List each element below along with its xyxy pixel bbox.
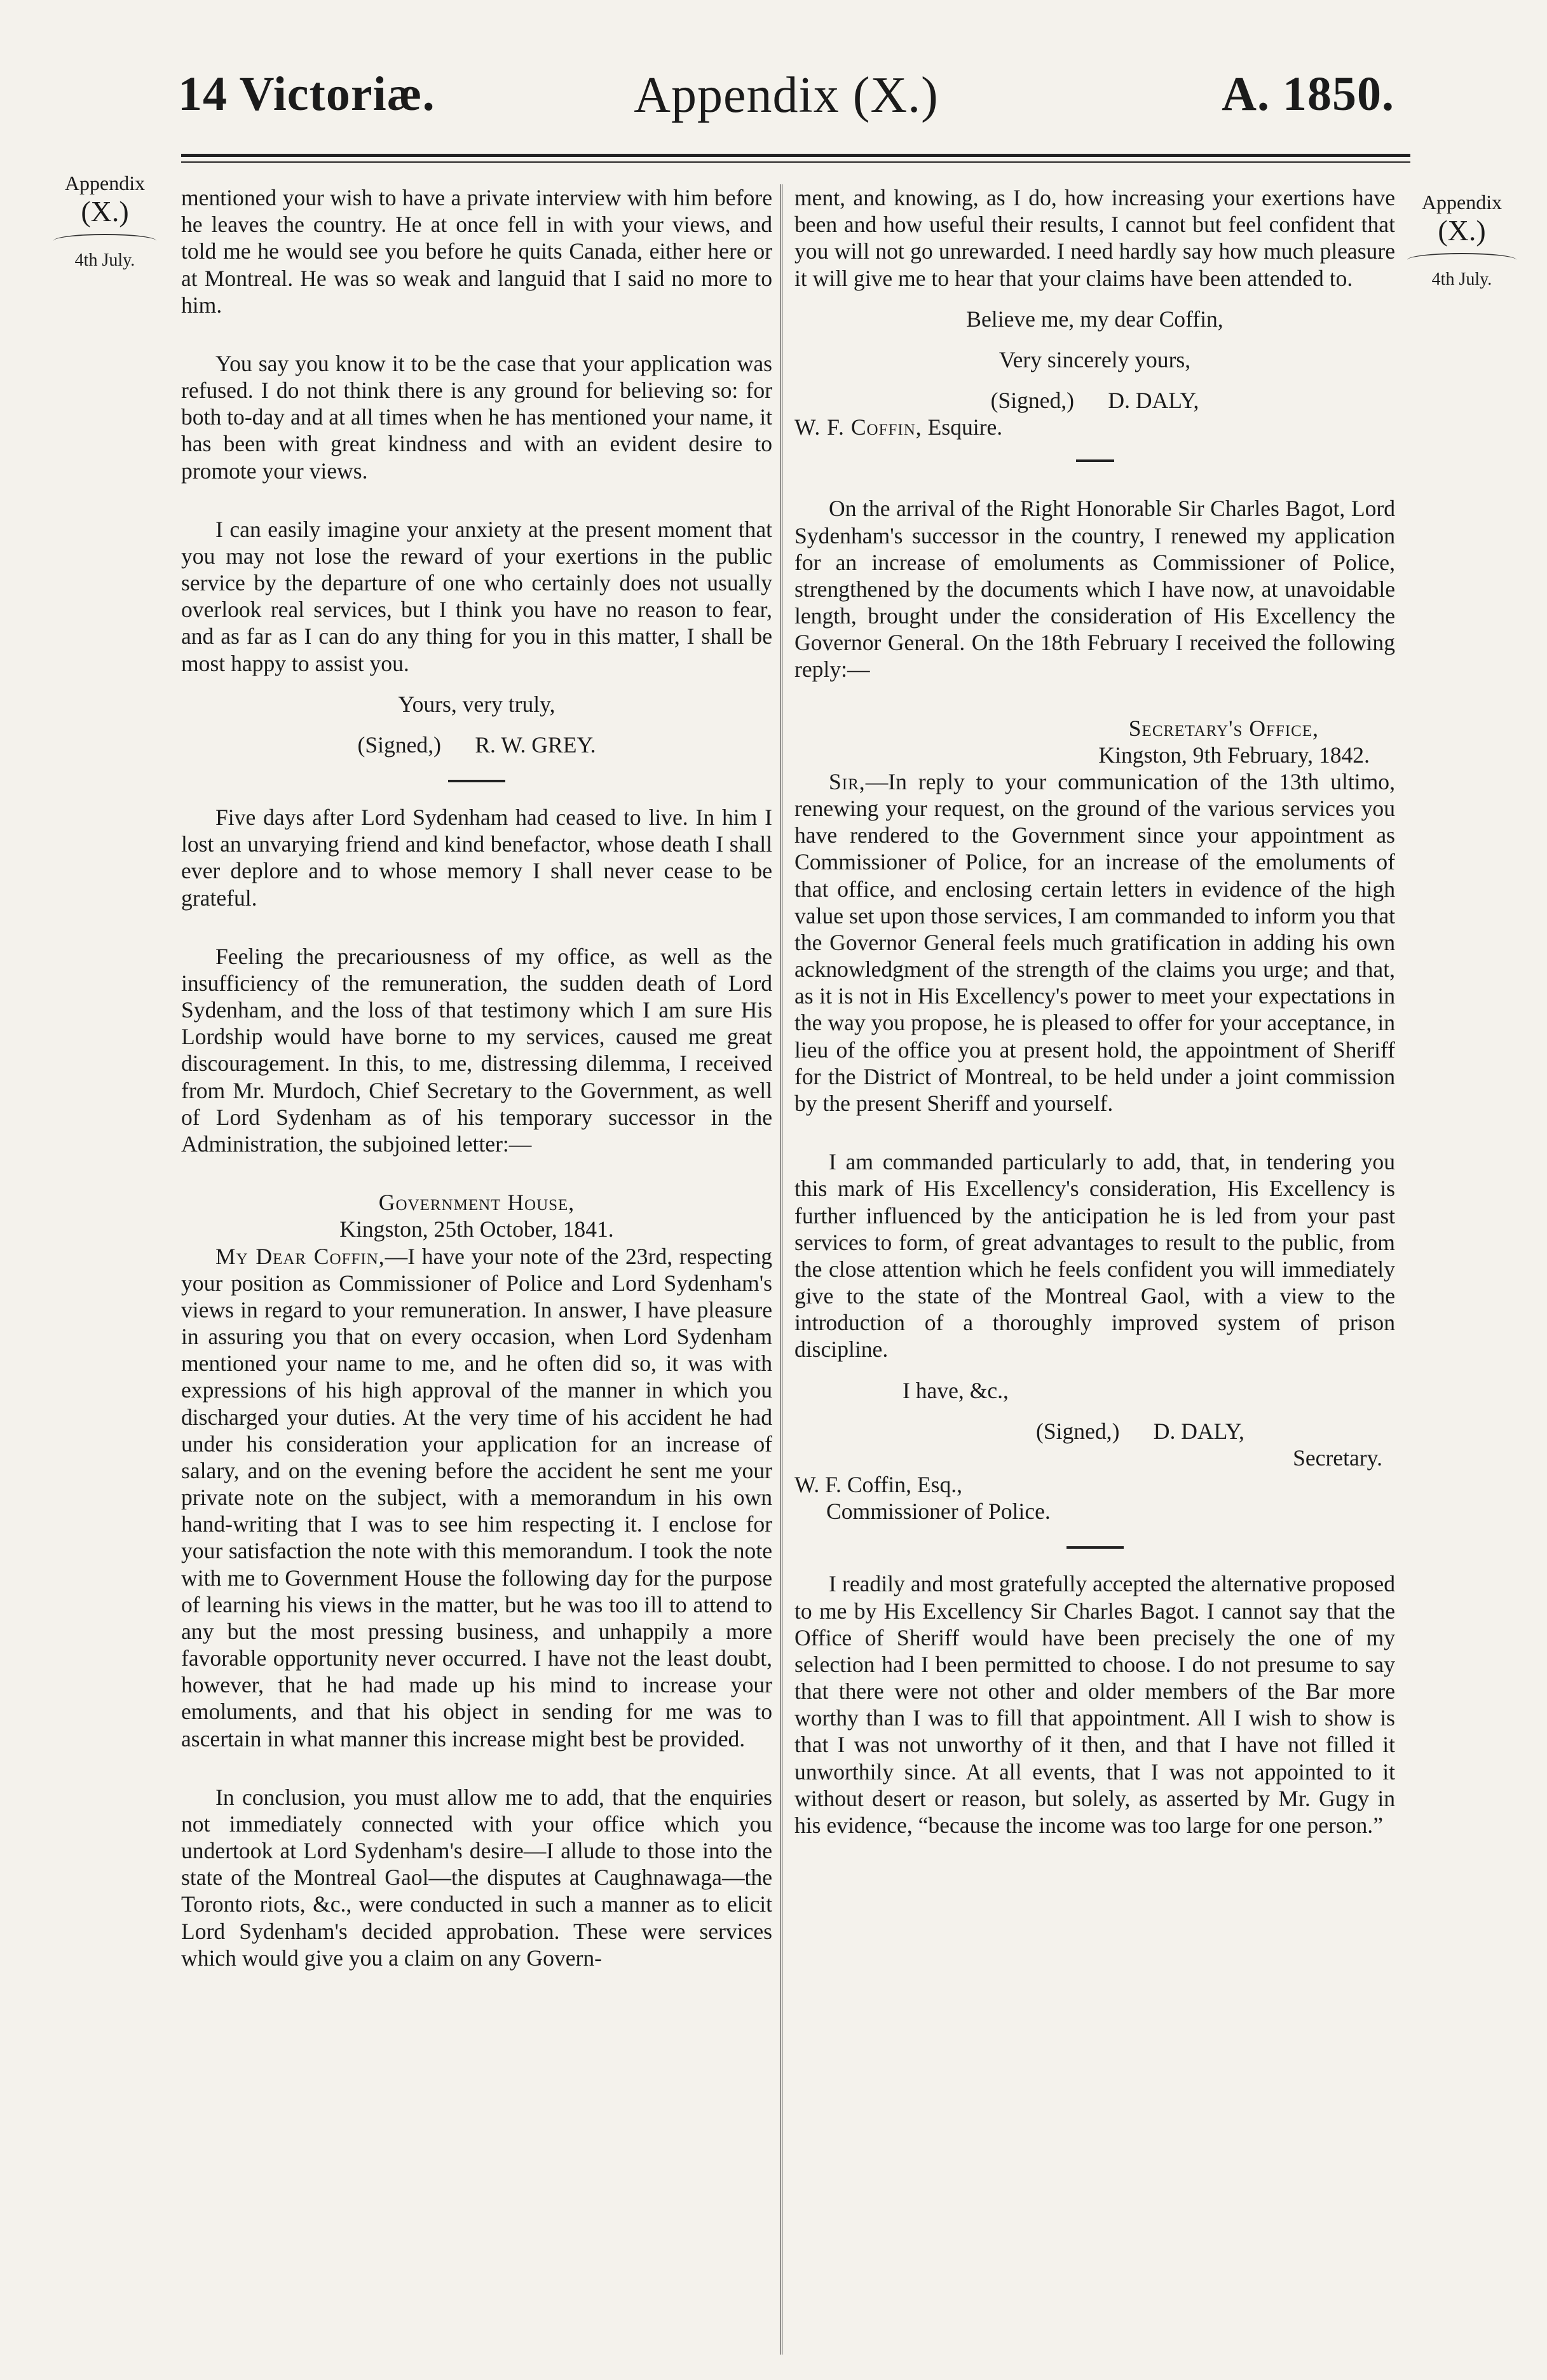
margin-label: Appendix (1421, 191, 1503, 214)
paragraph: mentioned your wish to have a private interview with him before he leaves the country. He at once fell in with your views, and told me he would see you before he quits Canada, either here or at Montreal. He was so weak and languid that I said no more to him. (181, 185, 772, 318)
paragraph: Feeling the precariousness of my office, as well as the insufficiency of the remuneration, the sudden death of Lord Sydenham, and the loss of that testimony which I am sure His Lordship would have borne to my services, caused me great discouragement. In this, to me, distressing dilemma, I received from Mr. Murdoch, Chief Secretary to the Government, as well of Lord Sydenham as of his temporary successor in the Administration, the subjoined letter:— (181, 943, 772, 1157)
margin-mark: (X.) (1438, 214, 1486, 247)
letter-text: —In reply to your communication of the 13th ultimo, renewing your request, on the ground of the various services you have rendered to the Government since your appointment as Commissioner of Police, for an increase of the emoluments of that office, and enclosing certain letters in evidence of the high value set upon those services, I am commanded to inform you that the Governor General feels much gratification in adding his own acknowledgment of the strength of the claims you urge; and that, as it is not in His Excellency's power to meet your expectations in the way you propose, he is pleased to offer for your acceptance, in lieu of the office you at present hold, the appointment of Sheriff for the District of Montreal, to be held under a joint commission by the present Sheriff and yourself. (794, 768, 1395, 1116)
letter-signature (794, 387, 1395, 414)
paragraph: You say you know it to be the case that your application was refused. I do not think there is any ground for believing so: for both to-day and at all times when he has mentioned your name, it has been with great kindness and with an evident desire to promote your views. (181, 350, 772, 484)
letter-signature (181, 731, 772, 758)
page-header (172, 67, 1401, 137)
paragraph: ment, and knowing, as I do, how increasing your exertions have been and how useful their results, I cannot but feel confident that you will not go unrewarded. I need hardly say how much pleasure it will give me to hear that your claims have been attended to. (794, 185, 1395, 291)
signer-name: R. W. GREY. (475, 731, 596, 758)
paragraph: In conclusion, you must allow me to add, that the enquiries not immediately connected with your office which you undertook at Lord Sydenham's desire—I allude to those into the state of the Montreal Gaol—the disputes at Caughnawaga—the Toronto riots, &c., were conducted in such a manner as to elicit Lord Sydenham's decided approbation. These were services which would give you a claim on any Govern- (181, 1784, 772, 1971)
signer-name: D. DALY, (1108, 388, 1199, 414)
header-rule-thick (181, 154, 1410, 157)
signed-label: (Signed,) (990, 388, 1074, 414)
margin-date: 4th July. (1431, 269, 1492, 289)
signed-label: (Signed,) (1036, 1418, 1120, 1444)
salutation: My Dear Coffin, (215, 1243, 385, 1269)
letter-address: Government House, (378, 1190, 575, 1216)
section-rule (1076, 459, 1114, 462)
letter-recipient-title: Commissioner of Police. (826, 1499, 1051, 1525)
letter-closing: Yours, very truly, (398, 691, 555, 717)
letter-closing: I have, &c., (903, 1377, 1009, 1403)
brace-icon (1407, 253, 1516, 267)
letter-body (181, 1243, 772, 1752)
paragraph: I am commanded particularly to add, that, in tendering you this mark of His Excellency's consideration, His Excellency is further influenced by the anticipation he is led from your past services to form, of great advantages to result to the public, from the close attention which he feels confident you will immediately give to the state of the Montreal Gaol, with a view to the introduction of a thoroughly improved system of prison discipline. (794, 1149, 1395, 1363)
left-margin-note (51, 172, 159, 271)
right-margin-note (1405, 191, 1519, 290)
letter-date: Kingston, 25th October, 1841. (339, 1216, 614, 1242)
header-session: 14 Victoriæ. (178, 67, 435, 121)
signer-title: Secretary. (1293, 1445, 1382, 1471)
paragraph: On the arrival of the Right Honorable Sir Charles Bagot, Lord Sydenham's successor in the country, I renewed my application for an increase of emoluments as Commissioner of Police, strengthened by the documents which I have now, at unavoidable length, brought under the consideration of His Excellency the Governor General. On the 18th February I received the following reply:— (794, 496, 1395, 683)
section-rule (1067, 1546, 1124, 1549)
letter-recipient: W. F. Coffin, Esq., (794, 1472, 963, 1498)
letter-addressee (794, 414, 1395, 440)
letter-date: Kingston, 9th February, 1842. (1098, 742, 1370, 768)
signer-name: D. DALY, (1153, 1418, 1244, 1444)
margin-date: 4th July. (74, 250, 135, 270)
header-appendix: Appendix (X.) (634, 67, 939, 123)
column-divider (780, 184, 782, 2355)
right-column (794, 184, 1395, 1839)
section-rule (448, 780, 505, 782)
addressee-name: W. F. Coffin, (794, 414, 922, 440)
addressee-title: Esquire. (927, 414, 1003, 440)
header-year: A. 1850. (1222, 67, 1394, 121)
signed-label: (Signed,) (357, 731, 441, 758)
brace-icon (53, 234, 156, 248)
letter-signature (794, 1418, 1395, 1445)
letter-closing: Believe me, my dear Coffin, (966, 306, 1223, 332)
header-rule-thin (181, 161, 1410, 163)
letter-body (794, 768, 1395, 1117)
paragraph: Five days after Lord Sydenham had ceased to live. In him I lost an unvarying friend and kind benefactor, whose death I shall ever deplore and to whose memory I shall never cease to be grateful. (181, 805, 772, 911)
margin-mark: (X.) (81, 194, 129, 228)
left-column (181, 184, 772, 1971)
letter-address: Secretary's Office, (1128, 715, 1319, 741)
paragraph: I readily and most gratefully accepted the alternative proposed to me by His Excellency Sir Charles Bagot. I cannot say that the Office of Sheriff would have been precisely the one of my selection had I been permitted to choose. I do not presume to say that there were not other and older members of the Bar more worthy than I was to fill that appointment. All I wish to show is that I was not unworthy of it then, and that I have not filled it unworthily since. At all events, that I was not appointed to it without desert or reason, but solely, as asserted by Mr. Gugy in his evidence, “because the income was too large for one person.” (794, 1571, 1395, 1838)
letter-closing: Very sincerely yours, (998, 346, 1191, 372)
margin-label: Appendix (64, 172, 146, 194)
letter-text: —I have your note of the 23rd, respecting your position as Commissioner of Police and Lord Sydenham's views in regard to your remuneration. In answer, I have pleasure in assuring you that on every occasion, when Lord Sydenham mentioned your name to me, and he often did so, it was with expressions of his high approval of the manner in which you discharged your duties. At the very time of his accident he had under his consideration your application for an increase of salary, and on the evening before the accident he sent me your private note on the subject, with a memorandum in his own hand-writing that I was to see him respecting it. I enclose for your satisfaction the note with this memorandum. I took the note with me to Government House the following day for the purpose of learning his views in the matter, but he was too ill to attend to any but the most pressing business, and unhappily a more favorable opportunity never occurred. I have not the least doubt, however, that he had made up his mind to increase your emoluments, and that his object in sending for me was to ascertain in what manner this increase might best be provided. (181, 1243, 773, 1751)
salutation: Sir, (829, 768, 866, 794)
paragraph: I can easily imagine your anxiety at the present moment that you may not lose the reward of your exertions in the public service by the departure of one who certainly does not usually overlook real services, but I think you have no reason to fear, and as far as I can do any thing for you in this matter, I shall be most happy to assist you. (181, 516, 772, 676)
